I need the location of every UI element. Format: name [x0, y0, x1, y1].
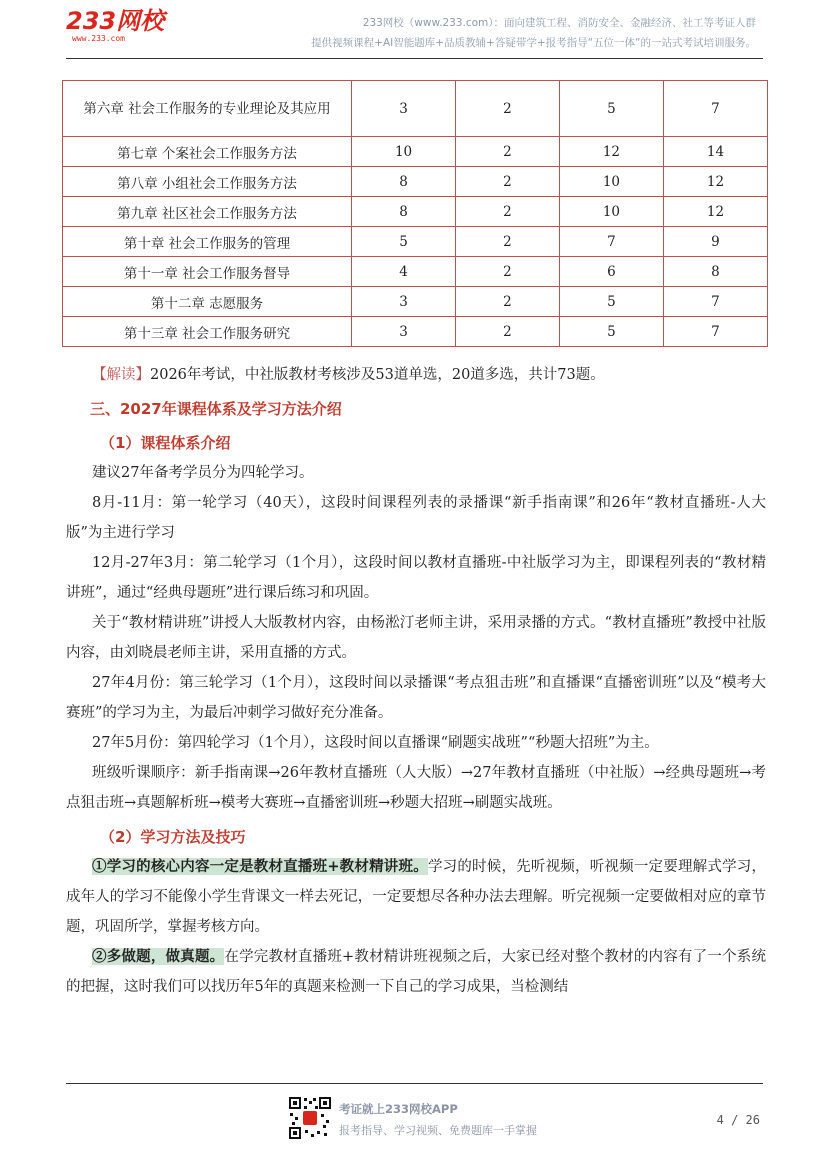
count-cell: 3 [352, 287, 456, 317]
chapter-cell: 第十二章 志愿服务 [63, 287, 352, 317]
count-cell: 12 [663, 167, 767, 197]
count-cell: 7 [559, 227, 663, 257]
chapter-cell: 第七章 个案社会工作服务方法 [63, 137, 352, 167]
footer-app-title: 考证就上233网校APP [339, 1102, 458, 1116]
count-cell: 6 [559, 257, 663, 287]
count-cell: 7 [663, 287, 767, 317]
count-cell: 2 [456, 137, 560, 167]
note-paragraph [66, 360, 766, 390]
table-row [63, 197, 768, 227]
count-cell: 3 [352, 81, 456, 137]
logo-url: www.233.com [72, 34, 125, 43]
count-cell: 3 [352, 317, 456, 347]
header-tagline [311, 13, 756, 53]
table-row [63, 317, 768, 347]
count-cell: 14 [663, 137, 767, 167]
paragraph: 27年5月份：第四轮学习（1个月），这段时间以直播课“刷题实战班”“秒题大招班”为主。 [92, 735, 659, 751]
table-row [63, 137, 768, 167]
main-content [66, 360, 766, 1002]
paragraph [66, 852, 766, 942]
table-row [63, 227, 768, 257]
chapter-cell: 第十一章 社会工作服务督导 [63, 257, 352, 287]
count-cell: 7 [663, 317, 767, 347]
count-cell: 8 [352, 197, 456, 227]
table-row [63, 81, 768, 137]
paragraph: 27年4月份：第三轮学习（1个月），这段时间以录播课“考点狙击班”和直播课“直播密训班”以及“模考大赛班”的学习为主，为最后冲刺学习做好充分准备。 [66, 675, 766, 721]
count-cell: 5 [559, 287, 663, 317]
highlight-text: ①学习的核心内容一定是教材直播班+教材精讲班。 [92, 858, 428, 875]
section-title: 三、2027年课程体系及学习方法介绍 [90, 400, 342, 418]
tagline-line-2: 提供视频课程+AI智能题库+品质教辅+答疑带学+报考指导“五位一体”的一站式考试培训服务。 [311, 37, 756, 49]
count-cell: 10 [559, 197, 663, 227]
paragraph: 建议27年备考学员分为四轮学习。 [92, 465, 314, 481]
count-cell: 8 [663, 257, 767, 287]
count-cell: 2 [456, 197, 560, 227]
chapter-cell: 第十三章 社会工作服务研究 [63, 317, 352, 347]
qr-code [288, 1096, 332, 1140]
count-cell: 2 [456, 317, 560, 347]
paragraph: 班级听课顺序：新手指南课→26年教材直播班（人大版）→27年教材直播班（中社版）→经典母题班→考点狙击班→真题解析班→模考大赛班→直播密训班→秒题大招班→刷题实战班。 [66, 765, 766, 811]
logo-text: 233网校 [66, 7, 165, 35]
paragraph: 12月-27年3月：第二轮学习（1个月），这段时间以教材直播班-中社版学习为主，即课程列表的“教材精讲班”，通过“经典母题班”进行课后练习和巩固。 [66, 555, 766, 601]
page-number: 4 / 26 [716, 1113, 760, 1127]
paragraph: 8月-11月：第一轮学习（40天），这段时间课程列表的录播课“新手指南课”和26年“教材直播班-人大版”为主进行学习 [66, 495, 766, 541]
site-logo [66, 8, 164, 43]
page-header [0, 0, 830, 58]
paragraph [66, 942, 766, 1002]
count-cell: 5 [352, 227, 456, 257]
count-cell: 2 [456, 167, 560, 197]
count-cell: 12 [663, 197, 767, 227]
table-body [63, 81, 768, 347]
table-row [63, 257, 768, 287]
qr-logo-icon [303, 1111, 317, 1125]
table-row [63, 287, 768, 317]
note-label: 【解读】 [92, 367, 150, 383]
count-cell: 7 [663, 81, 767, 137]
count-cell: 2 [456, 81, 560, 137]
count-cell: 8 [352, 167, 456, 197]
table-row [63, 167, 768, 197]
paragraph: 关于“教材精讲班”讲授人大版教材内容，由杨淞汀老师主讲，采用录播的方式。“教材直播班”教授中社版内容，由刘晓晨老师主讲，采用直播的方式。 [66, 615, 766, 661]
count-cell: 2 [456, 257, 560, 287]
count-cell: 12 [559, 137, 663, 167]
paragraph-text: 学习的时候，先听视频，听视频一定要理解式学习，成年人的学习不能像小学生背课文一样去死记，一定要想尽各种办法去理解。听完视频一定要做相对应的章节题，巩固所学，掌握考核方向。 [66, 859, 767, 935]
note-text: 2026年考试，中社版教材考核涉及53道单选，20道多选，共计73题。 [150, 367, 605, 383]
subsection-title-1: （1）课程体系介绍 [100, 434, 231, 452]
count-cell: 5 [559, 317, 663, 347]
count-cell: 2 [456, 227, 560, 257]
footer-divider [66, 1083, 763, 1084]
header-divider [66, 58, 763, 59]
chapter-cell: 第十章 社会工作服务的管理 [63, 227, 352, 257]
tagline-line-1: 233网校（www.233.com）：面向建筑工程、消防安全、金融经济、社工等考证人群 [362, 17, 756, 29]
count-cell: 4 [352, 257, 456, 287]
count-cell: 10 [559, 167, 663, 197]
chapter-cell: 第九章 社区社会工作服务方法 [63, 197, 352, 227]
chapter-cell: 第八章 小组社会工作服务方法 [63, 167, 352, 197]
count-cell: 5 [559, 81, 663, 137]
count-cell: 10 [352, 137, 456, 167]
paragraph-text: 在学完教材直播班+教材精讲班视频之后，大家已经对整个教材的内容有了一个系统的把握，这时我们可以找历年5年的真题来检测一下自己的学习成果，当检测结 [66, 949, 766, 995]
chapter-cell: 第六章 社会工作服务的专业理论及其应用 [63, 81, 352, 137]
chapter-question-table [62, 80, 768, 347]
subsection-title-2: （2）学习方法及技巧 [100, 828, 246, 846]
footer-app-subtitle: 报考指导、学习视频、免费题库一手掌握 [339, 1124, 537, 1137]
count-cell: 9 [663, 227, 767, 257]
count-cell: 2 [456, 287, 560, 317]
highlight-text: ②多做题，做真题。 [92, 948, 225, 965]
